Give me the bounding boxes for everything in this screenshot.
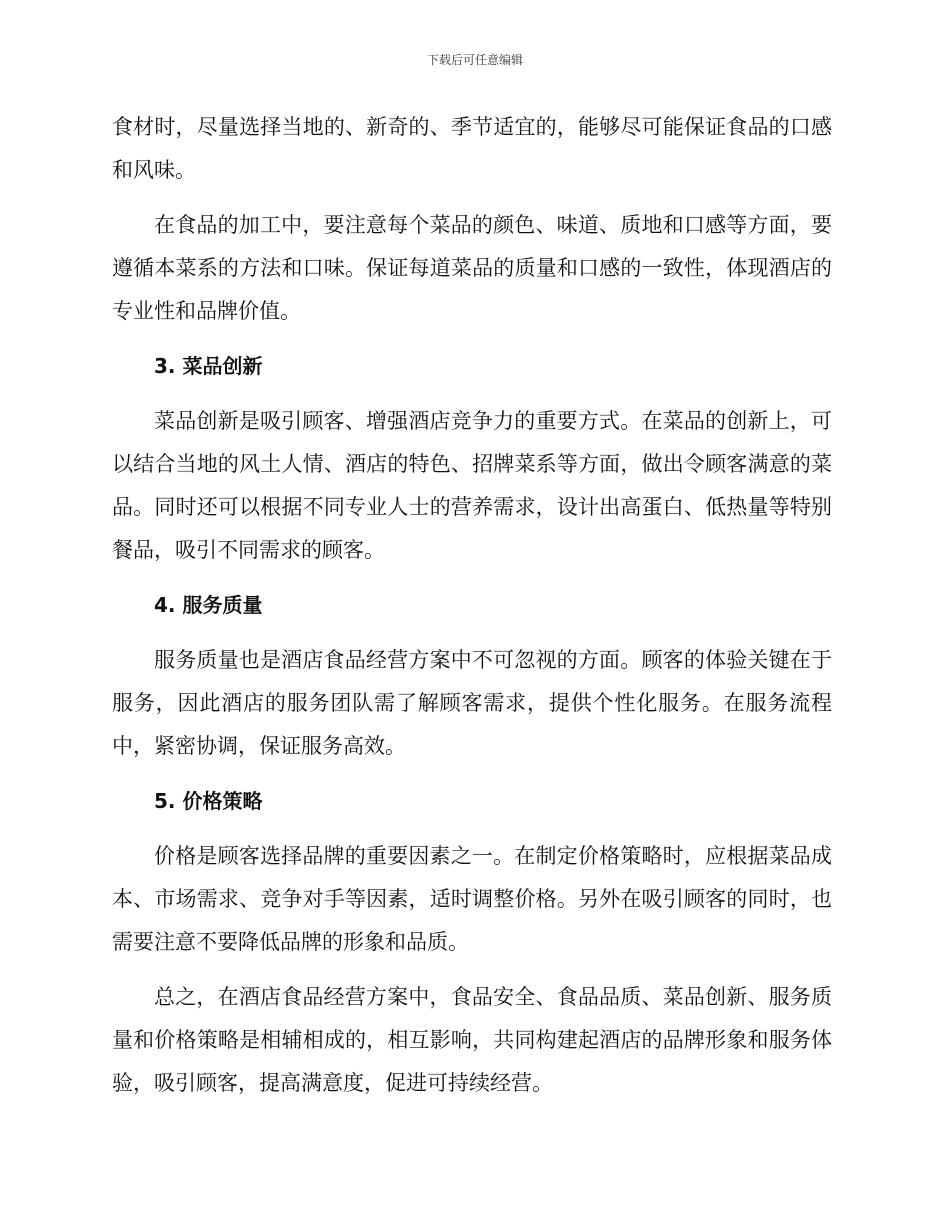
document-body bbox=[112, 106, 832, 1117]
paragraph-dish-innovation: 菜品创新是吸引顾客、增强酒店竞争力的重要方式。在菜品的创新上，可以结合当地的风土人情、酒店的特色、招牌菜系等方面，做出令顾客满意的菜品。同时还可以根据不同专业人士的营养需求，设计出高蛋白、低热量等特别餐品，吸引不同需求的顾客。 bbox=[112, 409, 832, 562]
paragraph-conclusion: 总之，在酒店食品经营方案中，食品安全、食品品质、菜品创新、服务质量和价格策略是相辅相成的，相互影响，共同构建起酒店的品牌形象和服务体验，吸引顾客，提高满意度，促进可持续经营。 bbox=[112, 985, 832, 1095]
paragraph-ingredients: 食材时，尽量选择当地的、新奇的、季节适宜的，能够尽可能保证食品的口感和风味。 bbox=[112, 115, 832, 182]
page-header: 下载后可任意编辑 bbox=[426, 53, 523, 67]
section-heading-pricing-strategy: 5. 价格策略 bbox=[154, 789, 263, 813]
section-heading-service-quality: 4. 服务质量 bbox=[154, 593, 263, 617]
paragraph-service-quality: 服务质量也是酒店食品经营方案中不可忽视的方面。顾客的体验关键在于服务，因此酒店的服务团队需了解顾客需求，提供个性化服务。在服务流程中，紧密协调，保证服务高效。 bbox=[112, 648, 832, 758]
paragraph-pricing-strategy: 价格是顾客选择品牌的重要因素之一。在制定价格策略时，应根据菜品成本、市场需求、竞争对手等因素，适时调整价格。另外在吸引顾客的同时，也需要注意不要降低品牌的形象和品质。 bbox=[112, 844, 832, 954]
section-heading-dish-innovation: 3. 菜品创新 bbox=[154, 354, 263, 378]
paragraph-processing: 在食品的加工中，要注意每个菜品的颜色、味道、质地和口感等方面，要遵循本菜系的方法和口味。保证每道菜品的质量和口感的一致性，体现酒店的专业性和品牌价值。 bbox=[112, 213, 832, 323]
